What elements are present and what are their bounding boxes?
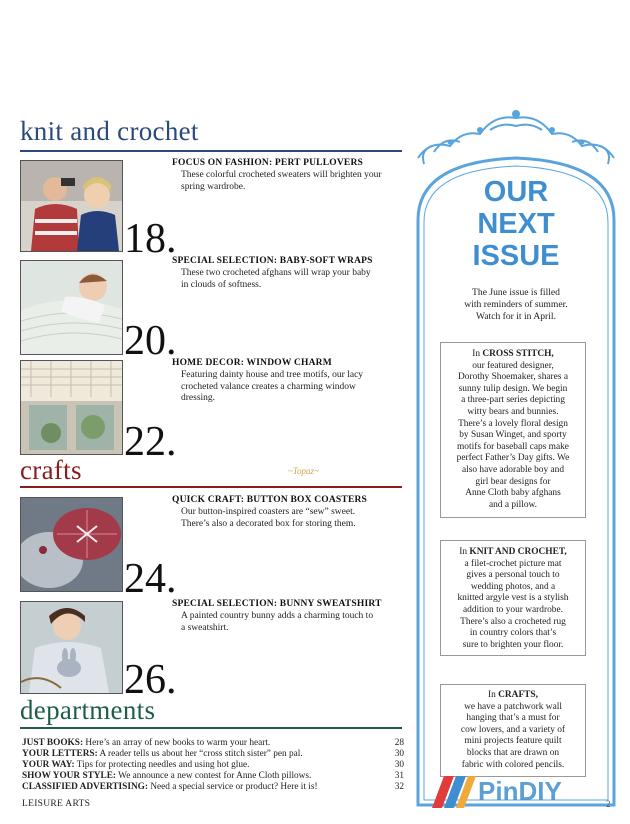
box-lead: In KNIT AND CROCHET, — [459, 547, 567, 557]
box-line: gives a personal touch to — [466, 570, 560, 581]
article-desc-button-box-coasters — [181, 507, 403, 530]
box-line: sure to brighten your floor. — [462, 639, 564, 650]
article-title-window-charm: HOME DECOR: WINDOW CHARM — [172, 358, 332, 368]
heading-line: NEXT — [477, 208, 555, 240]
box-line: our featured designer, — [472, 360, 554, 371]
box-line: by Susan Winget, and sporty — [459, 430, 567, 441]
dept-row-just-books — [22, 738, 404, 749]
article-title-pert-pullovers: FOCUS ON FASHION: PERT PULLOVERS — [172, 158, 363, 168]
dept-text: Tips for protecting needles and using hot glue. — [74, 760, 250, 770]
dept-page: 30 — [394, 760, 404, 770]
article-title-button-box-coasters: QUICK CRAFT: BUTTON BOX COASTERS — [172, 495, 368, 505]
box-line: witty bears and bunnies. — [467, 406, 559, 417]
box-line: Anne Cloth baby afghans — [465, 488, 561, 499]
photo-bunny-sweatshirt — [20, 601, 123, 694]
article-desc-line: spring wardrobe. — [181, 181, 246, 192]
box-line: a filet-crochet picture mat — [464, 558, 562, 569]
heading-line: ISSUE — [472, 240, 560, 272]
dept-text: A reader tells us about her “cross stitch sister” pen pal. — [97, 749, 303, 759]
section-rule-crafts — [20, 486, 402, 488]
box-lead: In CROSS STITCH, — [472, 349, 554, 359]
article-desc-line: dressing. — [181, 393, 216, 403]
photo-baby-soft-wraps — [20, 260, 123, 355]
photo-button-box-coasters-image — [21, 498, 122, 591]
box-line: addition to your wardrobe. — [463, 604, 563, 615]
article-title-bunny-sweatshirt: SPECIAL SELECTION: BUNNY SWEATSHIRT — [172, 599, 382, 609]
dept-row-show-your-style — [22, 771, 404, 782]
next-issue-intro — [418, 287, 614, 322]
article-title-baby-soft-wraps: SPECIAL SELECTION: BABY-SOFT WRAPS — [172, 256, 373, 266]
dept-page: 30 — [394, 749, 404, 759]
dept-label: CLASSIFIED ADVERTISING: — [22, 782, 148, 792]
box-category: CRAFTS, — [498, 690, 538, 700]
box-line: in country colors that’s — [469, 628, 557, 639]
dept-page: 31 — [394, 771, 404, 781]
page-number-18: 18. — [124, 216, 177, 262]
intro-line: The June issue is filled — [472, 287, 560, 298]
box-line: sunny tulip design. We begin — [458, 383, 568, 394]
intro-line: Watch for it in April. — [476, 310, 556, 322]
photo-pert-pullovers — [20, 160, 123, 252]
box-line: Dorothy Shoemaker, shares a — [457, 372, 568, 383]
dept-row-your-way — [22, 760, 404, 771]
page-number-22: 22. — [124, 419, 177, 465]
heading-line: OUR — [483, 176, 549, 208]
section-title-crafts: crafts — [20, 455, 82, 485]
dept-row-your-letters — [22, 749, 404, 760]
box-category: KNIT AND CROCHET, — [469, 547, 567, 557]
box-lead: In CRAFTS, — [487, 690, 538, 700]
dept-label: JUST BOOKS: — [22, 738, 84, 748]
photo-window-charm — [20, 360, 123, 455]
photo-bunny-sweatshirt-image — [21, 602, 122, 693]
dept-label: YOUR LETTERS: — [22, 749, 98, 759]
page-number-26: 26. — [124, 657, 177, 703]
photo-pert-pullovers-image — [21, 161, 122, 251]
footer-publisher: LEISURE ARTS — [22, 799, 91, 809]
article-desc-bunny-sweatshirt — [181, 611, 403, 634]
box-line: cow lovers, and a variety of — [460, 724, 566, 735]
article-desc-line: Our button-inspired coasters are “sew” sweet. — [181, 507, 356, 517]
photo-baby-soft-wraps-image — [21, 261, 122, 354]
dept-row-classified-advertising — [22, 782, 404, 793]
section-title-departments: departments — [20, 695, 156, 725]
pindiy-watermark — [418, 772, 624, 812]
box-line: There’s also a crocheted rug — [460, 616, 566, 627]
box-line: wedding photos, and a — [470, 581, 556, 592]
topaz-signature: ~Topaz~ — [288, 466, 319, 476]
box-line: girl bear designs for — [475, 476, 551, 487]
dept-text: Need a special service or product? Here it is! — [148, 782, 318, 792]
box-category: CROSS STITCH, — [482, 349, 554, 359]
article-desc-line: crocheted valance creates a charming window — [181, 381, 356, 392]
box-line: also have adorable boy and — [461, 464, 565, 475]
box-line: hanging that’s a must for — [466, 713, 560, 724]
box-line: we have a patchwork wall — [464, 701, 562, 712]
section-rule-departments — [20, 727, 402, 729]
dept-page: 28 — [394, 738, 404, 748]
page-number-20: 20. — [124, 318, 177, 364]
dept-label: YOUR WAY: — [22, 760, 75, 770]
article-desc-baby-soft-wraps — [181, 268, 403, 291]
page-number-24: 24. — [124, 556, 177, 602]
photo-button-box-coasters — [20, 497, 123, 592]
article-desc-pert-pullovers — [181, 170, 403, 193]
dept-text: Here’s an array of new books to warm your heart. — [83, 738, 271, 748]
photo-window-charm-image — [21, 361, 122, 454]
box-line: and a pillow. — [488, 499, 538, 510]
article-desc-line: These colorful crocheted sweaters will brighten your — [181, 170, 382, 180]
box-line: a three-part series depicting — [461, 395, 565, 406]
box-line: mini projects feature quilt — [464, 736, 562, 747]
section-title-knit-and-crochet: knit and crochet — [20, 116, 199, 146]
box-line: perfect Father’s Day gifts. We — [456, 453, 570, 464]
article-desc-window-charm — [181, 370, 403, 405]
dept-label: SHOW YOUR STYLE: — [22, 771, 117, 781]
intro-line: with reminders of summer. — [464, 298, 568, 310]
preview-box-cross-stitch — [440, 342, 586, 518]
article-desc-line: These two crocheted afghans will wrap your baby — [181, 268, 371, 278]
article-desc-line: Featuring dainty house and tree motifs, our lacy — [181, 370, 364, 380]
article-desc-line: A painted country bunny adds a charming touch to — [181, 611, 374, 621]
section-rule-knit — [20, 150, 402, 152]
box-line: There’s a lovely floral design — [458, 418, 568, 429]
pindiy-logo-icon — [418, 772, 476, 810]
pindiy-text: PinDIY — [478, 776, 562, 806]
dept-page: 32 — [394, 782, 404, 792]
dept-text: We announce a new contest for Anne Cloth pillows. — [116, 771, 312, 781]
footer-page-number: 2 — [606, 799, 611, 809]
box-line: fabric with colored pencils. — [461, 759, 565, 770]
box-line: knitted argyle vest is a stylish — [457, 593, 569, 604]
article-desc-line: a sweatshirt. — [181, 622, 229, 633]
article-desc-line: There’s also a decorated box for storing them. — [181, 518, 356, 529]
preview-box-knit-and-crochet — [440, 540, 586, 656]
box-line: motifs for baseball caps make — [457, 441, 569, 452]
preview-box-crafts — [440, 684, 586, 777]
box-line: blocks that are drawn on — [466, 747, 560, 758]
article-desc-line: in clouds of softness. — [181, 279, 262, 290]
next-issue-heading — [418, 176, 614, 272]
